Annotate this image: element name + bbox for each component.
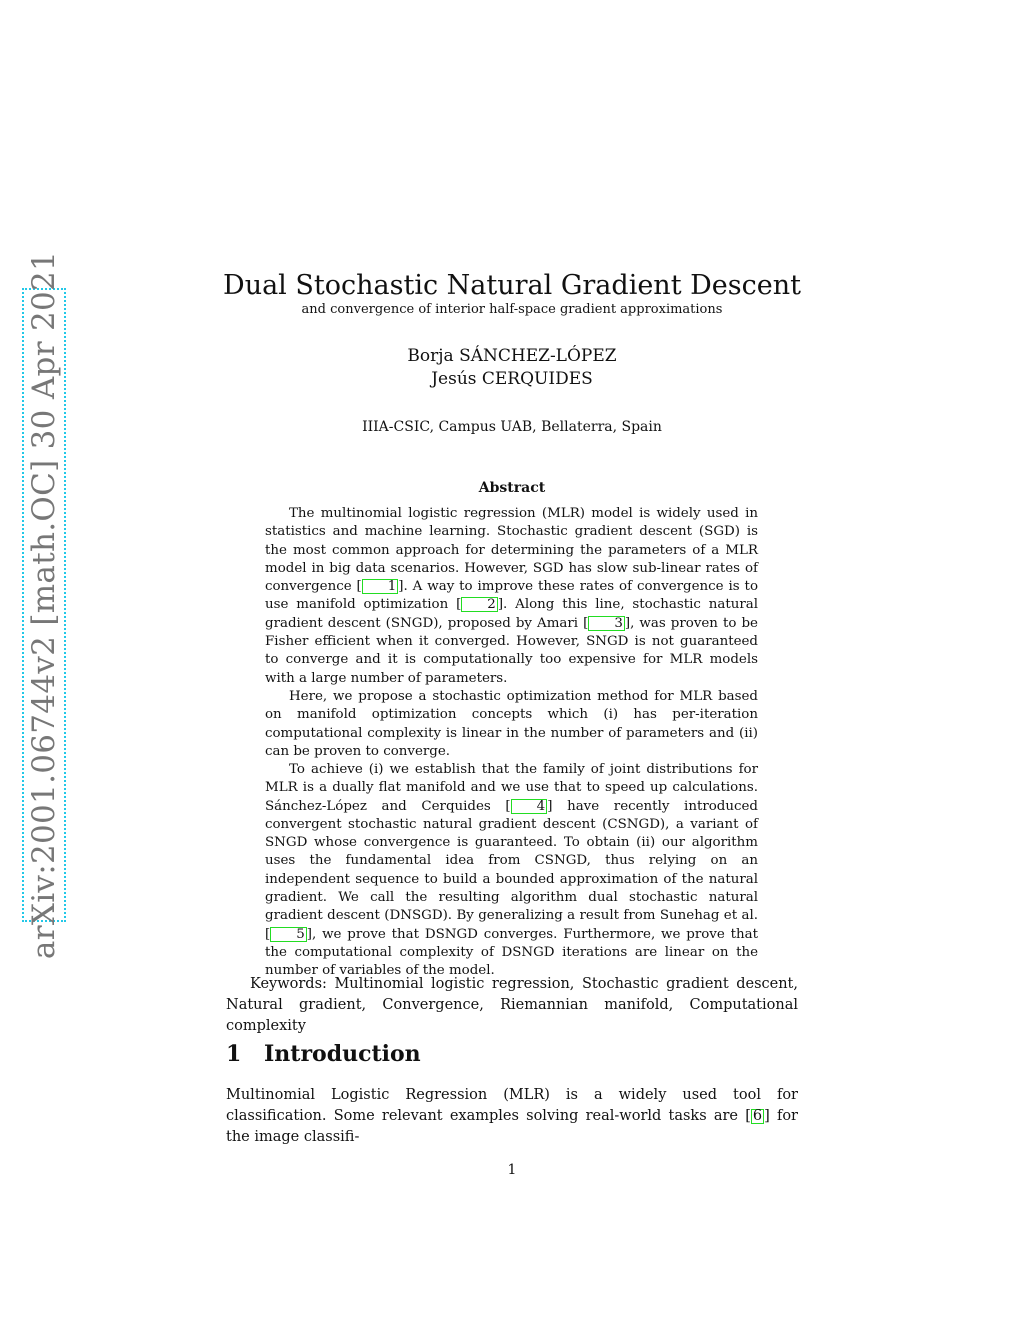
page-number: 1 — [507, 1162, 517, 1178]
abstract-paragraph-2: Here, we propose a stochastic optimization method for MLR based on manifold optimization concepts which (i) has per-iteration computational complexity is linear in the number of parameters and (ii) can be proven to converge. — [265, 689, 758, 759]
citation-link-2[interactable]: 2 — [461, 597, 498, 612]
author-1: Borja SÁNCHEZ-LÓPEZ — [407, 346, 617, 366]
abstract-paragraph-1: The multinomial logistic regression (MLR) model is widely used in statistics and machine learning. Stochastic gradient descent (SGD) is the most common approach for determining the parameters of a MLR model in big data scenarios. However, SGD has slow sub-linear rates of convergence [ 1 ]. A way to improve these rates of convergence is to use manifold optimization [ 2 ]. Along this line, stochastic natural gradient descent (SNGD), proposed by Amari [ 3 ], was proven to be Fisher efficient when it converged. However, SNGD is not guaranteed to converge and it is computationally too expensive for MLR models with a large number of parameters. — [265, 506, 759, 686]
section-number: 1 — [226, 1041, 242, 1067]
citation-link-4[interactable]: 4 — [511, 799, 548, 814]
section-title: Introduction — [264, 1041, 421, 1067]
paper-subtitle: and convergence of interior half-space gradient approximations — [301, 302, 723, 317]
keywords: Keywords: Multinomial logistic regression, Stochastic gradient descent, Natural gradient, Convergence, Riemannian manifold, Computational complexity — [226, 976, 798, 1034]
author-2: Jesús CERQUIDES — [431, 369, 593, 389]
affiliation: IIIA-CSIC, Campus UAB, Bellaterra, Spain — [362, 419, 662, 435]
citation-link-5[interactable]: 5 — [270, 927, 307, 942]
arxiv-stamp-text: arXiv:2001.06744v2 [math.OC] 30 Apr 2021 — [26, 250, 62, 960]
introduction-text: Multinomial Logistic Regression (MLR) is a widely used tool for classification. Some relevant examples solving real-world tasks are [ 6 ] for the image classifi- — [226, 1087, 798, 1145]
section-heading-introduction — [226, 1041, 421, 1067]
citation-link-1[interactable]: 1 — [362, 579, 399, 594]
citation-link-3[interactable]: 3 — [588, 616, 625, 631]
abstract-paragraph-3: To achieve (i) we establish that the family of joint distributions for MLR is a dually flat manifold and we use that to speed up calculations. Sánchez-López and Cerquides [ 4 ] have recently introduced convergent stochastic natural gradient descent (CSNGD), a variant of SNGD whose convergence is guaranteed. To obtain (ii) our algorithm uses the fundamental idea from CSNGD, thus relying on an independent sequence to build a bounded approximation of the natural gradient. We call the resulting algorithm dual stochastic natural gradient descent (DNSGD). By generalizing a result from Sunehag et al. [ 5 ], we prove that DSNGD converges. Furthermore, we prove that the computational complexity of DSNGD iterations are linear on the number of variables of the model. — [265, 762, 758, 979]
citation-link-6[interactable]: 6 — [752, 1108, 763, 1124]
abstract-heading: Abstract — [478, 480, 546, 496]
paper-title: Dual Stochastic Natural Gradient Descent — [223, 270, 801, 301]
